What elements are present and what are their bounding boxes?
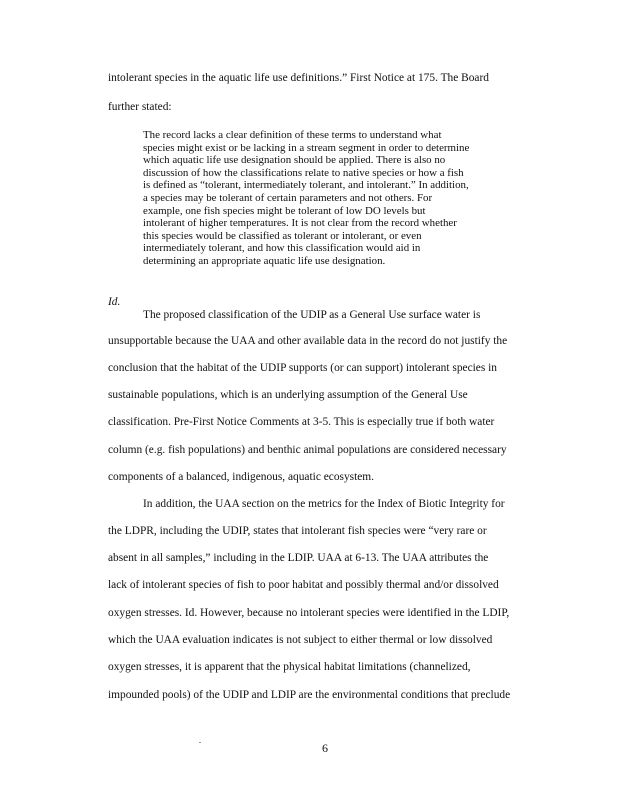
paragraph2-line: absent in all samples,” including in the LDIP. UAA at 6-13. The UAA attributes the <box>108 552 489 564</box>
citation-id: Id. <box>108 296 121 308</box>
scan-speck <box>199 742 201 743</box>
quote-line: determining an appropriate aquatic life use designation. <box>143 254 386 267</box>
quote-line: which aquatic life use designation should be applied. There is also no <box>143 154 446 167</box>
quote-line: this species would be classified as tolerant or intolerant, or even <box>143 229 422 242</box>
block-quote <box>143 129 513 268</box>
paragraph1-line: sustainable populations, which is an underlying assumption of the General Use <box>108 389 468 401</box>
body-line-2: further stated: <box>108 101 172 113</box>
paragraph1-line: components of a balanced, indigenous, aquatic ecosystem. <box>108 471 375 483</box>
paragraph1-line: column (e.g. fish populations) and benthic animal populations are considered necessary <box>108 444 507 456</box>
paragraph1-line: conclusion that the habitat of the UDIP supports (or can support) intolerant species in <box>108 362 497 374</box>
quote-line: intolerant of higher temperatures. It is not clear from the record whether <box>143 217 457 230</box>
quote-line: The record lacks a clear definition of these terms to understand what <box>143 129 442 141</box>
paragraph2-line: oxygen stresses, it is apparent that the physical habitat limitations (channelized, <box>108 661 471 673</box>
paragraph2-line: the LDPR, including the UDIP, states that intolerant fish species were “very rare or <box>108 525 487 537</box>
quote-line: is defined as “tolerant, intermediately tolerant, and intolerant.” In addition, <box>143 179 469 192</box>
body-line-1: intolerant species in the aquatic life use definitions.” First Notice at 175. The Board <box>108 72 489 84</box>
page-number: 6 <box>322 741 328 755</box>
paragraph2-line: which the UAA evaluation indicates is not subject to either thermal or low dissolved <box>108 634 493 646</box>
paragraph1-line: classification. Pre-First Notice Comments at 3-5. This is especially true if both water <box>108 416 495 428</box>
paragraph2-line: impounded pools) of the UDIP and LDIP are the environmental conditions that preclude <box>108 689 511 701</box>
paragraph1-line: unsupportable because the UAA and other available data in the record do not justify the <box>108 335 508 347</box>
quote-line: discussion of how the classifications relate to native species or how a fish <box>143 166 464 179</box>
quote-line: example, one fish species might be tolerant of low DO levels but <box>143 204 426 217</box>
quote-line: a species may be tolerant of certain parameters and not others. For <box>143 191 433 204</box>
quote-line: intermediately tolerant, and how this classification would aid in <box>143 242 421 255</box>
paragraph2-line: oxygen stresses. Id. However, because no intolerant species were identified in the LDIP, <box>108 607 510 619</box>
paragraph1-line: The proposed classification of the UDIP as a General Use surface water is <box>143 309 481 321</box>
paragraph2-line: In addition, the UAA section on the metrics for the Index of Biotic Integrity for <box>143 498 505 510</box>
paragraph2-line: lack of intolerant species of fish to poor habitat and possibly thermal and/or dissolved <box>108 579 499 591</box>
quote-line: species might exist or be lacking in a stream segment in order to determine <box>143 141 470 154</box>
